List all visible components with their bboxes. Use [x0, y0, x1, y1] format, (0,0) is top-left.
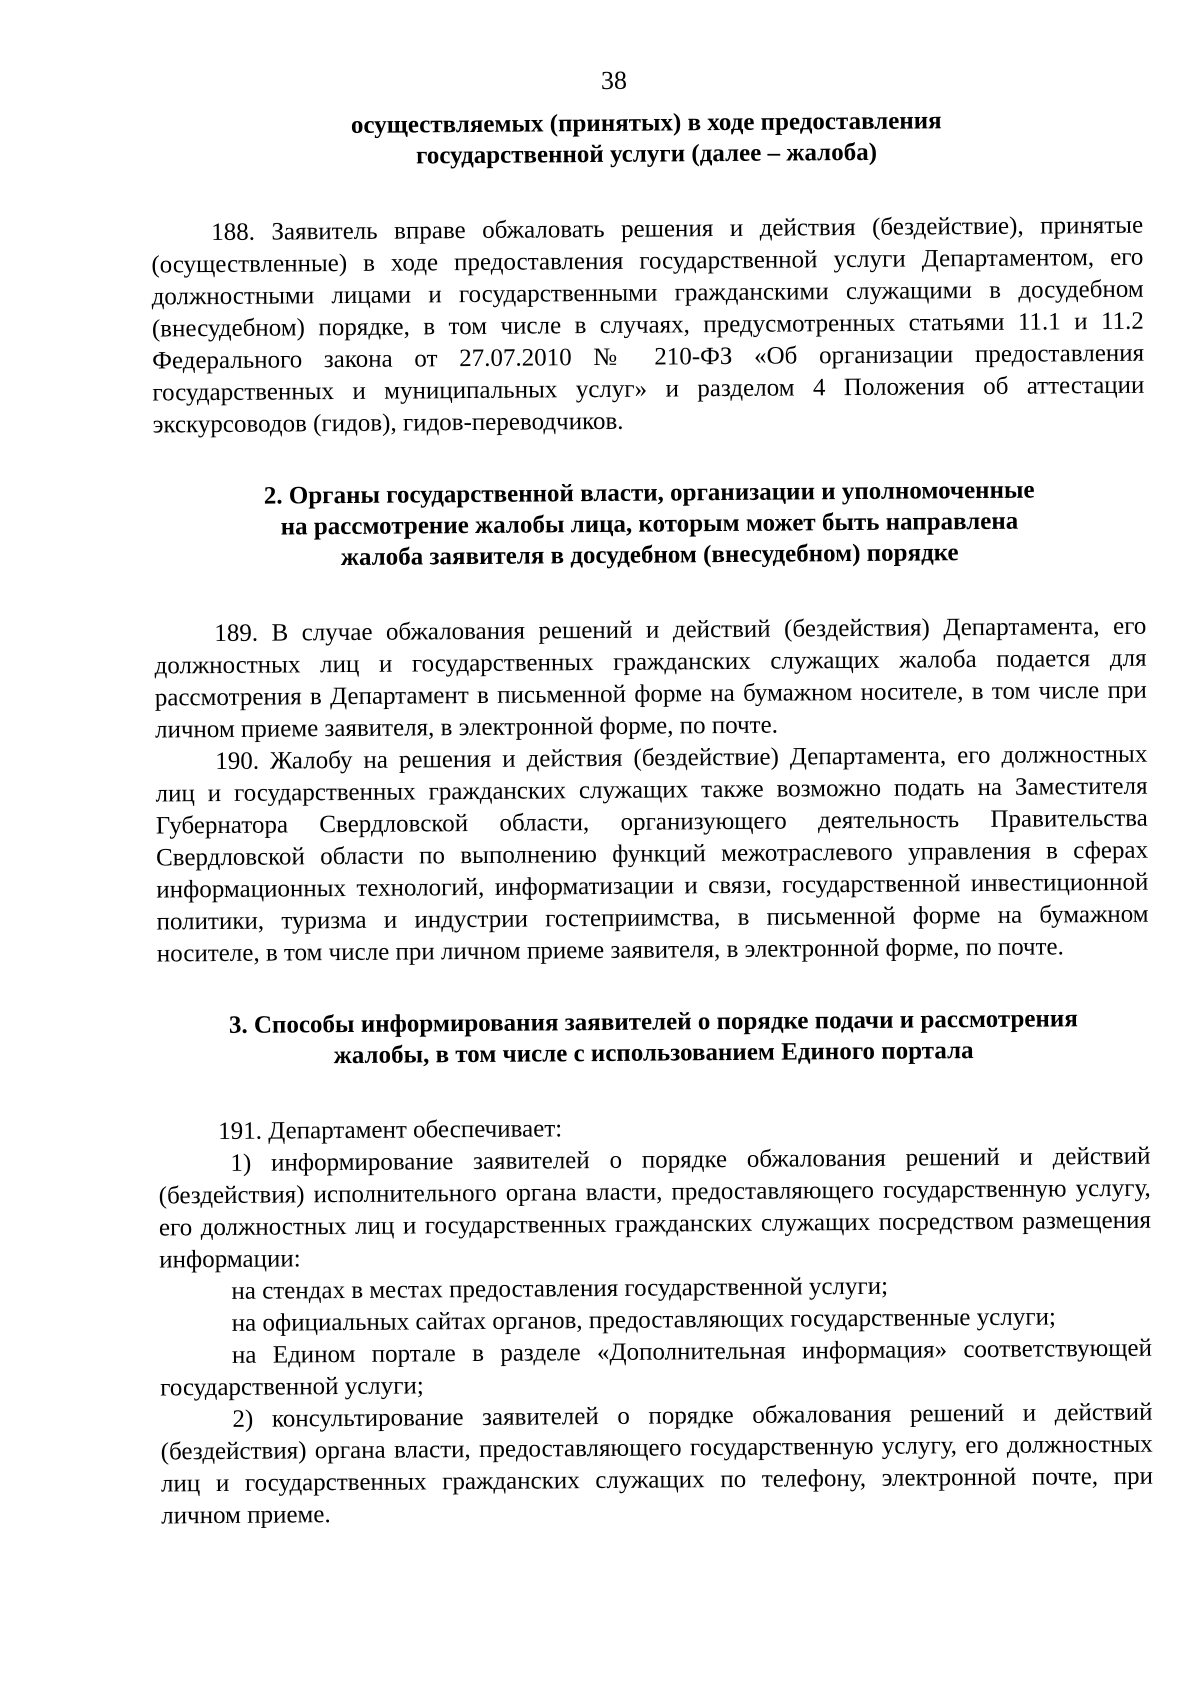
paragraph-188: 188. Заявитель вправе обжаловать решения и действия (бездействие), принятые (осуществленные) в ходе предоставления государственной услуги Департаментом, его должностными лицами и государственными гражданскими служащими в досудебном (внесудебном) порядке, в том числе в случаях, предусмотренных статьями 11.1 и 11.2 Федерального закона от 27.07.2010 № 210-ФЗ «Об организации предоставления государственных и муниципальных услуг» и разделом 4 Положения об аттестации экскурсоводов (гидов), гидов-переводчиков. — [151, 211, 1145, 439]
heading-line: государственной услуги (далее – жалоба) — [415, 138, 878, 170]
document-body — [150, 104, 1153, 1533]
section-heading-2 — [153, 474, 1146, 575]
paragraph-191: 191. Департамент обеспечивает: — [218, 1115, 563, 1146]
paragraph-189: 189. В случае обжалования решений и действий (бездействия) Департамента, его должностных лиц и государственных гражданских служащих жалоба подается для рассмотрения в Департамент в письменной форме на бумажном носителе, в том числе при личном приеме заявителя, в электронной форме, по почте. — [154, 612, 1147, 744]
heading-line: на рассмотрение жалобы лица, которым может быть направлена — [280, 507, 1019, 541]
heading-line: осуществляемых (принятых) в ходе предоставления — [350, 107, 942, 139]
heading-line: жалоба заявителя в досудебном (внесудебном) порядке — [340, 539, 959, 572]
page-number: 38 — [600, 65, 628, 95]
section-heading-3 — [157, 1003, 1149, 1073]
list-subitem-websites: на официальных сайтах органов, предоставляющих государственные услуги; — [231, 1303, 1056, 1337]
paragraph-190: 190. Жалобу на решения и действия (бездействие) Департамента, его должностных лиц и государственных гражданских служащих также возможно подать на Заместителя Губернатора Свердловской области, организующего деятельность Правительства Свердловской области по выполнению функций межотраслевого управления в сферах информационных технологий, информатизации и связи, государственной инвестиционной политики, туризма и индустрии гостеприимства, в письменной форме на бумажном носителе, в том числе при личном приеме заявителя, в электронной форме, по почте. — [155, 740, 1149, 968]
heading-line: жалобы, в том числе с использованием Единого портала — [333, 1037, 974, 1070]
list-item-191-2: 2) консультирование заявителей о порядке обжалования решений и действий (бездействия) органа власти, предоставляющего государственную услугу, его должностных лиц и государственных гражданских служащих по телефону, электронной почте, при личном приеме. — [160, 1398, 1154, 1530]
list-subitem-portal: на Едином портале в разделе «Дополнительная информация» соответствующей государственной услуги; — [160, 1334, 1153, 1402]
heading-line: 2. Органы государственной власти, организации и уполномоченные — [263, 476, 1035, 510]
list-item-191-1: 1) информирование заявителей о порядке обжалования решений и действий (бездействия) исполнительного органа власти, предоставляющего государственную услугу, его должностных лиц и государственных гражданских служащих посредством размещения информации: — [158, 1142, 1152, 1274]
section-heading-continued — [150, 104, 1142, 174]
list-subitem-stands: на стендах в местах предоставления государственной услуги; — [231, 1272, 889, 1305]
heading-line: 3. Способы информирования заявителей о порядке подачи и рассмотрения — [228, 1005, 1078, 1039]
